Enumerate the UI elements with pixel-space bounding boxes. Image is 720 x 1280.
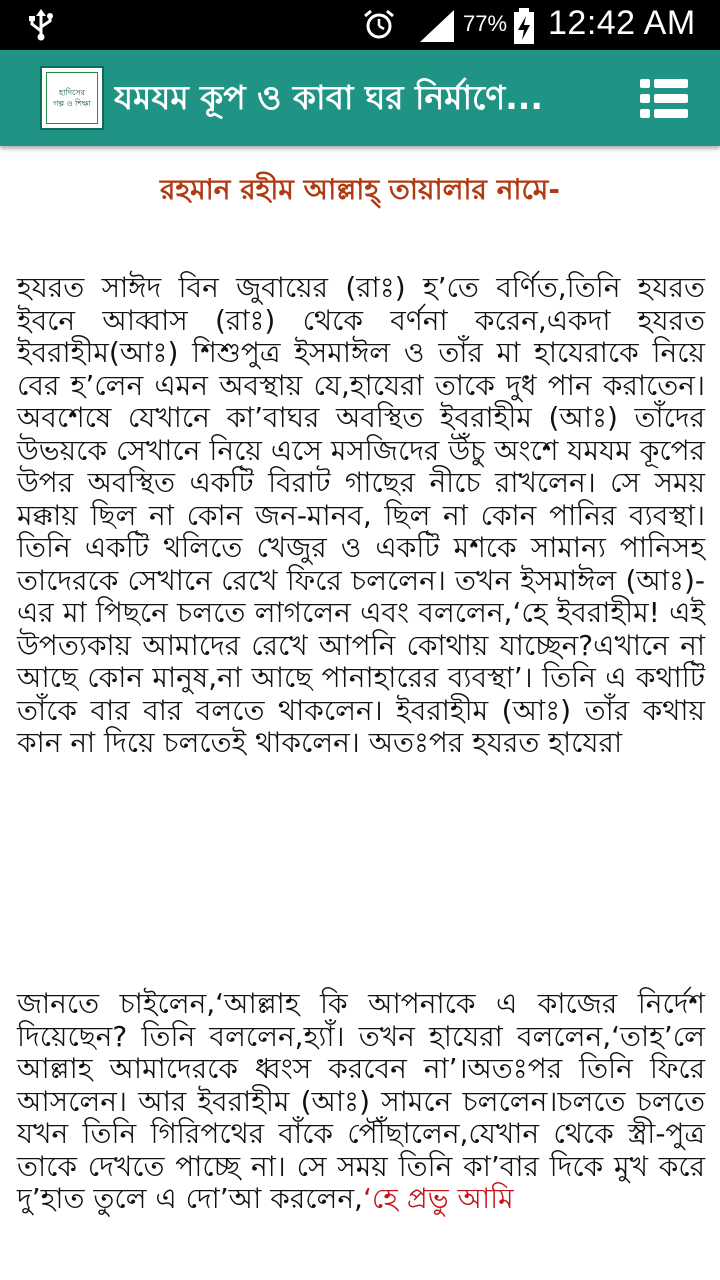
status-clock: 12:42 AM <box>548 4 696 42</box>
app-logo-text-line1: হাদিসের <box>59 88 85 97</box>
list-menu-icon[interactable] <box>640 78 688 120</box>
battery-charging-icon <box>512 8 536 48</box>
article-content[interactable] <box>0 146 720 1280</box>
article-heading: রহমান রহীম আল্লাহ্ তায়ালার নামে- <box>160 173 560 206</box>
article-paragraph-2-text: জানতে চাইলেন,‘আল্লাহ কি আপনাকে এ কাজের নির্দেশ দিয়েছেন? তিনি বললেন,হ্যাঁ। তখন হাযেরা বললেন,‘তাহ’লে আল্লাহ আমাদেরকে ধ্বংস করবেন না’।অতঃপর তিনি ফিরে আসলেন। আর ইবরাহীম (আঃ) সামনে চললেন।চলতে চলতে যখন তিনি গিরিপথের বাঁকে পৌঁছালেন,যেখান থেকে স্ত্রী-পুত্র তাকে দেখতে পাচ্ছে না। সে সময় তিনি কা’বার দিকে মুখ করে দু’হাত তুলে এ দো’আ করলেন, <box>17 987 705 1215</box>
article-paragraph-1: হযরত সাঈদ বিন জুবায়ের (রাঃ) হ’তে বর্ণিত,তিনি হযরত ইবনে আব্বাস (রাঃ) থেকে বর্ণনা করেন,একদা হযরত ইবরাহীম(আঃ) শিশুপুত্র ইসমাঈল ও তাঁর মা হাযেরাকে নিয়ে বের হ’লেন এমন অবস্থায় যে,হাযেরা তাকে দুধ পান করাতেন। অবশেষে যেখানে কা’বাঘর অবস্থিত ইবরাহীম (আঃ) তাঁদের উভয়কে সেখানে নিয়ে এসে মসজিদের উঁচু অংশে যমযম কূপের উপর অবস্থিত একটি বিরাট গাছের নীচে রাখলেন। সে সময় মক্কায় ছিল না কোন জন-মানব, ছিল না কোন পানির ব্যবস্থা। তিনি একটি থলিতে খেজুর ও একটি মশকে সামান্য পানিসহ তাদেরকে সেখানে রেখে ফিরে চললেন। তখন ইসমাঈল (আঃ)-এর মা পিছনে চলতে লাগলেন এবং বললেন,‘হে ইবরাহীম! এই উপত্যকায় আমাদের রেখে আপনি কোথায় যাচ্ছেন?এখানে না আছে কোন মানুষ,না আছে পানাহারের ব্যবস্থা’। তিনি এ কথাটি তাঁকে বার বার বলতে থাকলেন। ইবরাহীম (আঃ) তাঁর কথায় কান না দিয়ে চলতেই থাকলেন। অতঃপর হযরত হাযেরা <box>17 271 705 759</box>
cell-signal-icon <box>420 10 456 46</box>
alarm-clock-icon <box>362 8 396 46</box>
article-quote: ‘হে প্রভু আমি <box>362 1182 514 1215</box>
status-bar <box>0 0 720 50</box>
battery-percent: 77% <box>463 11 508 36</box>
app-logo-text-line2: গল্প ও শিক্ষা <box>53 99 91 108</box>
article-paragraph-2 <box>17 988 705 1216</box>
page-title: যমযম কূপ ও কাবা ঘর নির্মাণে... <box>114 78 543 117</box>
app-logo-frame <box>46 72 98 124</box>
app-bar <box>0 50 720 146</box>
usb-icon <box>28 9 54 45</box>
app-logo[interactable] <box>40 66 104 130</box>
